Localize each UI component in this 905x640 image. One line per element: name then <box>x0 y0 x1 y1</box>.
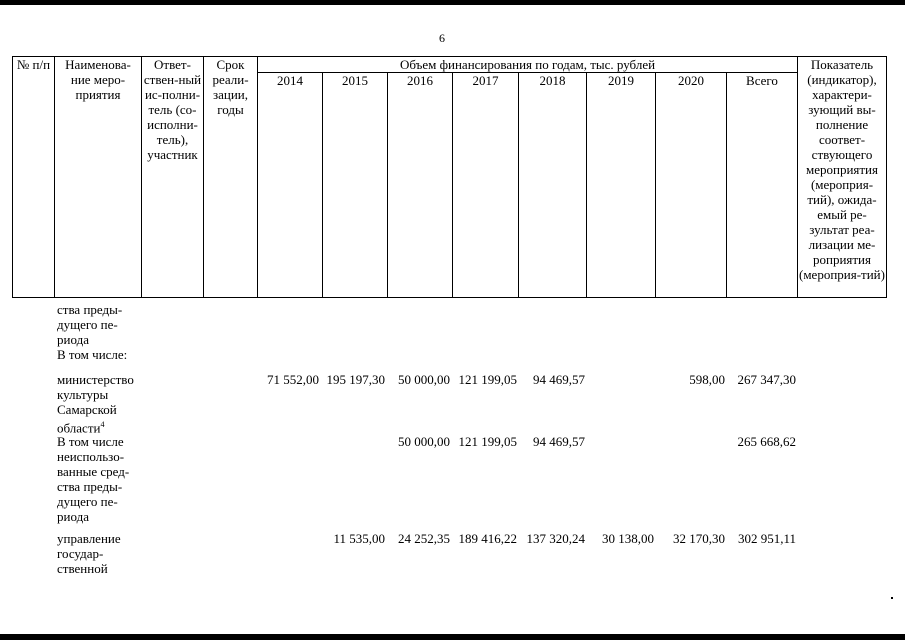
header-year: 2017 <box>453 73 519 298</box>
row-value: 189 416,22 <box>458 531 517 546</box>
row-value: 11 535,00 <box>333 531 385 546</box>
row-name: ства преды- дущего пе- риода В том числе: <box>57 302 128 362</box>
table-header <box>12 56 887 298</box>
row-value: 598,00 <box>689 372 725 387</box>
top-border <box>0 0 905 5</box>
row-value: 50 000,00 <box>398 372 450 387</box>
header-total: Всего <box>727 73 798 298</box>
footnote-mark: 4 <box>100 420 105 429</box>
row-value: 24 252,35 <box>398 531 450 546</box>
header-executor: Ответ-ствен-ный ис-полни-тель (со-исполни-тель), участник <box>142 57 204 298</box>
header-number: № п/п <box>13 57 55 298</box>
row-value: 30 138,00 <box>602 531 654 546</box>
page-number: 6 <box>439 31 445 45</box>
row-value: 195 197,30 <box>326 372 385 387</box>
bottom-border <box>0 634 905 640</box>
header-year: 2014 <box>258 73 323 298</box>
header-year: 2019 <box>587 73 656 298</box>
header-year: 2018 <box>519 73 587 298</box>
row-total: 265 668,62 <box>737 434 796 449</box>
row-name: министерство культуры Самарской области$^4$ <box>57 372 134 436</box>
row-value: 121 199,05 <box>458 372 517 387</box>
row-value: 94 469,57 <box>533 434 585 449</box>
row-total: 302 951,11 <box>737 531 796 546</box>
header-name: Наименова-ние меро-приятия <box>55 57 142 298</box>
row-name: В том числе неиспользо- ванные сред- ства преды- дущего пе- риода <box>57 434 130 524</box>
row-total: 267 347,30 <box>737 372 796 387</box>
row-value: 137 320,24 <box>526 531 585 546</box>
header-year: 2020 <box>656 73 727 298</box>
row-value: 94 469,57 <box>533 372 585 387</box>
row-value: 50 000,00 <box>398 434 450 449</box>
header-funding: Объем финансирования по годам, тыс. рублей <box>258 57 798 73</box>
header-year: 2016 <box>388 73 453 298</box>
header-year: 2015 <box>323 73 388 298</box>
row-name: управление государ- ственной <box>57 531 121 576</box>
speck <box>891 597 893 599</box>
header-indicator: Показатель (индикатор), характери-зующий вы-полнение соответ-ствующего мероприятия (мероприя-тий), ожида-емый ре-зультат реа-лизации ме-роприятия (мероприя-тий) <box>798 57 887 298</box>
row-value: 121 199,05 <box>458 434 517 449</box>
header-term: Срок реали-зации, годы <box>204 57 258 298</box>
row-value: 71 552,00 <box>267 372 319 387</box>
row-value: 32 170,30 <box>673 531 725 546</box>
